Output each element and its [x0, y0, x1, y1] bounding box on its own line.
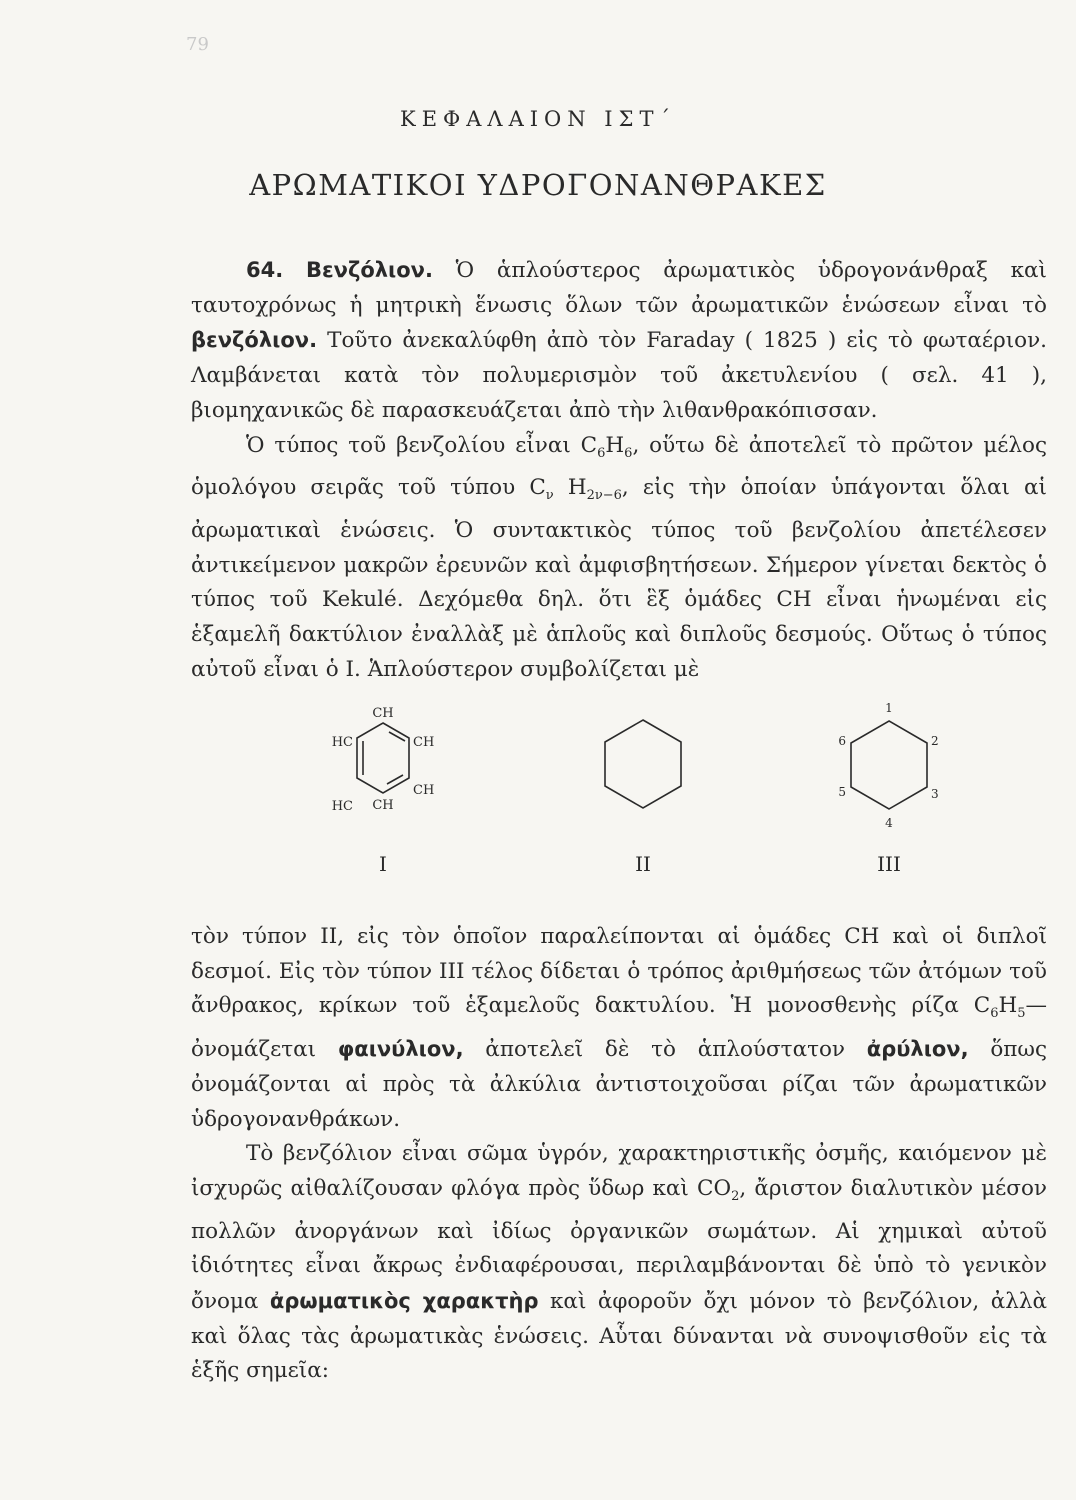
text-run: H [998, 993, 1018, 1019]
position-1: 1 [885, 701, 893, 715]
position-6: 6 [838, 734, 846, 748]
benzene-structure-figure [0, 695, 1076, 895]
text-run: Ὁ τύπος τοῦ βενζολίου εἶναι C [246, 432, 598, 458]
text-run: καὶ ἀφοροῦν ὄχι μόνον τὸ βενζόλιον, ἀλλὰ καὶ ὅλας τὰς ἀρωματικὰς ἑνώσεις. Αὗται δύνανται νὰ συνοψισθοῦν εἰς τὰ ἑξῆς σημεῖα: [191, 1289, 1047, 1384]
text-run: , εἰς τὴν ὁποίαν ὑπάγονται ὅλαι αἱ ἀρωματικαὶ ἑνώσεις. Ὁ συντακτικὸς τύπος τοῦ βενζολίου ἀπετέλεσεν ἀντικείμενον μακρῶν ἐρευνῶν καὶ ἀμφισβητήσεων. Σήμερον γίνεται δεκτὸς ὁ τύπος τοῦ Kekulé. Δεχόμεθα δηλ. ὅτι ἓξ ὁμάδες CH εἶναι ἡνωμέναι εἰς ἑξαμελῆ δακτύλιον ἐναλλὰξ μὲ ἁπλοῦς καὶ διπλοῦς δεσμούς. Οὕτως ὁ τύπος αὐτοῦ εἶναι ὁ I. Ἁπλούστερον συμβολίζεται μὲ [191, 475, 1047, 682]
ch-label-bottom: CH [372, 798, 394, 813]
section-number: 64. [246, 258, 284, 282]
subscript: 6 [624, 445, 633, 461]
text-run: τὸν τύπον II, εἰς τὸν ὁποῖον παραλείπονται αἱ ὁμάδες CH καὶ οἱ διπλοῖ δεσμοί. Εἰς τὸν τύπον III τέλος δίδεται ὁ τρόπος ἀριθμήσεως τῶν ἀτόμων τοῦ ἄνθρακος, κρίκων τοῦ ἑξαμελοῦς δακτυλίου. Ἡ μονοσθενὴς ρίζα C [191, 924, 1047, 1019]
subscript: 2ν−6 [586, 488, 622, 504]
chapter-title: ΑΡΩΜΑΤΙΚΟΙ ΥΔΡΟΓΟΝΑΝΘΡΑΚΕΣ [249, 168, 827, 202]
paragraph-formula [191, 429, 1047, 688]
formula-label-I: I [379, 852, 387, 876]
text-block-top [191, 253, 1047, 687]
text-run: ὅπως ὀνομάζονται αἱ πρὸς τὰ ἀλκύλια ἀντιστοιχοῦσαι ρίζαι τῶν ἀρωματικῶν ὑδρογονανθράκων. [191, 1037, 1047, 1132]
position-3: 3 [931, 787, 939, 801]
paragraph-benzene-intro [191, 253, 1047, 429]
chapter-heading: ΚΕΦΑΛΑΙΟΝ ΙΣΤ΄ [400, 107, 676, 131]
subscript: 6 [597, 445, 606, 461]
formula-label-III: III [877, 852, 901, 876]
paragraph-formula-notes [191, 920, 1047, 1137]
bold-term: ἀρωματικὸς χαρακτὴρ [269, 1289, 539, 1314]
bold-term: βενζόλιον. [191, 328, 318, 353]
bold-term: φαινύλιον, [337, 1037, 464, 1062]
numbered-hexagon [851, 721, 927, 809]
text-run: Τοῦτο ἀνεκαλύφθη ἀπὸ τὸν Faraday ( 1825 ) εἰς τὸ φωταέριον. Λαμβάνεται κατὰ τὸν πολυμερισμὸν τοῦ ἀκετυλενίου ( σελ. 41 ), βιομηχανικῶς δὲ παρασκευάζεται ἀπὸ τὴν λιθανθρακόπισσαν. [191, 328, 1047, 423]
kekule-ring [357, 723, 409, 793]
position-2: 2 [931, 734, 939, 748]
position-4: 4 [885, 816, 893, 830]
hexagon [605, 720, 681, 808]
hc-label-left-bottom: HC [331, 799, 353, 814]
text-block-bottom [191, 920, 1047, 1389]
subscript: 5 [1017, 1006, 1026, 1022]
section-heading: Βενζόλιον. [305, 258, 433, 282]
paragraph-properties [191, 1137, 1047, 1389]
page-number: 79 [186, 34, 209, 55]
ch-label-right-top: CH [413, 735, 435, 750]
formula-I [332, 706, 435, 876]
text-run: Τὸ βενζόλιον εἶναι σῶμα ὑγρόν, χαρακτηριστικῆς ὀσμῆς, καιόμενον μὲ ἰσχυρῶς αἰθαλίζουσαν φλόγα πρὸς ὕδωρ καὶ CO [191, 1141, 1047, 1201]
subscript: 6 [990, 1006, 999, 1022]
ch-label-right-bottom: CH [413, 783, 435, 798]
text-run: , οὕτω δὲ ἀποτελεῖ τὸ πρῶτον μέλος ὁμολόγου σειρᾶς τοῦ τύπου C [191, 432, 1047, 501]
subscript: 2 [731, 1188, 740, 1204]
subscript: ν [545, 488, 554, 504]
double-bond [389, 732, 405, 741]
hc-label-left-top: HC [331, 735, 353, 750]
text-run: , ἄριστον διαλυτικὸν μέσον πολλῶν ἀνοργάνων καὶ ἰδίως ὀργανικῶν σωμάτων. Αἱ χημικαὶ αὐτοῦ ἰδιότητες εἶναι ἄκρως ἐνδιαφέρουσαι, περιλαμβάνονται δὲ ὑπὸ τὸ γενικὸν ὄνομα [191, 1175, 1047, 1315]
text-run: — ὀνομάζεται [191, 993, 1047, 1063]
text-run: H [553, 475, 587, 501]
text-run: H [605, 432, 625, 458]
formula-III [838, 701, 938, 876]
text-run: Ὁ ἁπλούστερος ἀρωματικὸς ὑδρογονάνθραξ καὶ ταυτοχρόνως ἡ μητρικὴ ἕνωσις ὅλων τῶν ἀρωματικῶν ἑνώσεων εἶναι τὸ [191, 258, 1047, 318]
text-run: ἀποτελεῖ δὲ τὸ ἁπλούστατον [463, 1037, 867, 1063]
formula-II [605, 720, 681, 876]
bold-term: ἀρύλιον, [866, 1037, 969, 1062]
ch-label-top: CH [372, 706, 394, 721]
formula-label-II: II [635, 852, 651, 876]
position-5: 5 [838, 785, 846, 799]
